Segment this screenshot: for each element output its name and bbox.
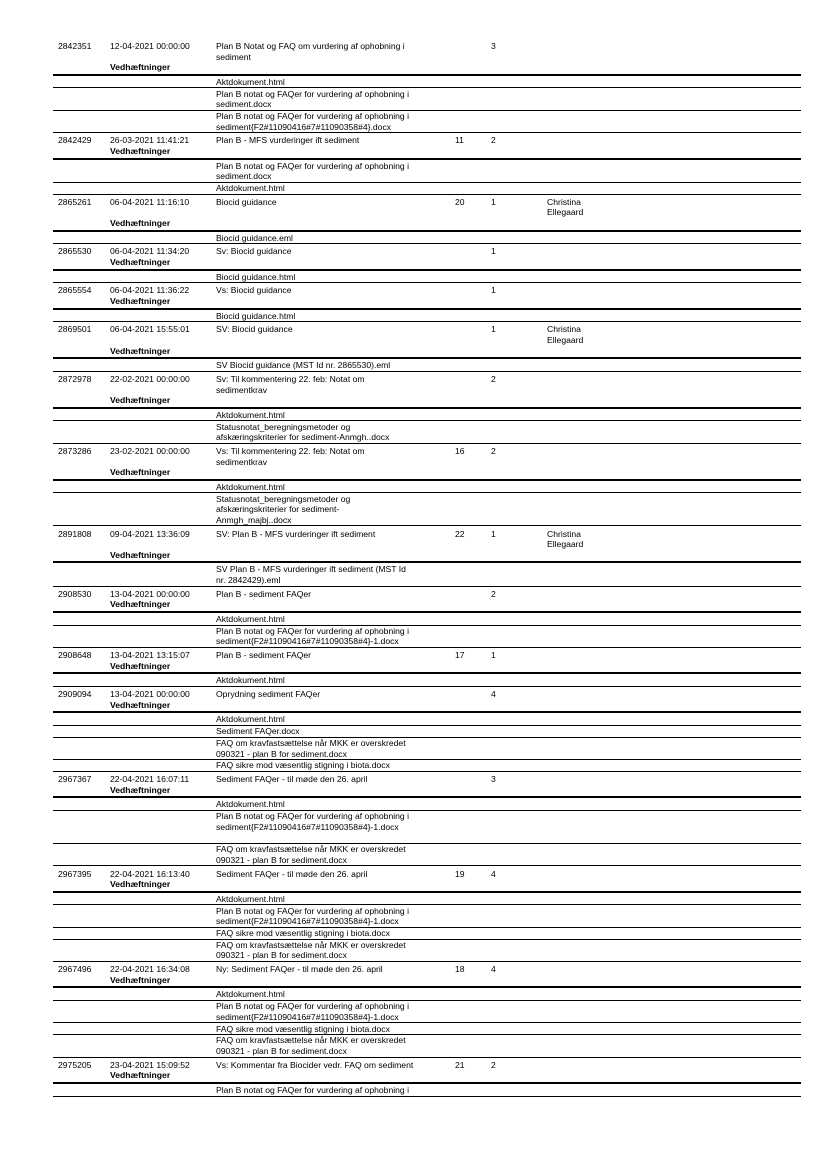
entry-id: 2909094	[58, 689, 92, 700]
row-divider	[53, 810, 801, 811]
row-divider	[53, 625, 801, 626]
attachment-filename: sediment{F2#11090416#7#11090358#4}-1.docx	[216, 821, 399, 832]
row-divider	[53, 961, 801, 962]
row-divider	[53, 87, 801, 88]
entry-pages: 11	[455, 135, 464, 146]
entry-id: 2908648	[58, 650, 92, 661]
entry-attachment-count: 3	[491, 41, 496, 51]
row-divider	[53, 586, 801, 587]
entry-title: Plan B - sediment FAQer	[216, 650, 312, 661]
row-divider	[53, 759, 801, 760]
entry-date: 06-04-2021 11:34:20	[110, 246, 190, 257]
attachment-filename: SV Plan B - MFS vurderinger ift sediment (MST Id	[216, 564, 406, 575]
entry-id: 2975205	[58, 1059, 92, 1070]
attachments-header: Vedhæftninger	[110, 879, 171, 890]
attachments-header: Vedhæftninger	[110, 257, 171, 267]
entry-id: 2967395	[58, 868, 92, 879]
entry-person: Christina	[547, 324, 581, 335]
entry-pages: 16	[455, 446, 465, 456]
attachment-filename: FAQ sikre mod væsentlig stigning i biota.docx	[216, 928, 390, 938]
attachment-filename: FAQ sikre mod væsentlig stigning i biota.docx	[216, 1023, 390, 1034]
attachment-filename: Aktdokument.html	[216, 614, 285, 624]
attachment-filename: Aktdokument.html	[216, 799, 285, 810]
attachment-filename: Plan B notat og FAQer for vurdering af ophobning i	[216, 160, 410, 171]
entry-date: 13-04-2021 00:00:00	[110, 689, 190, 700]
entry-divider	[53, 672, 801, 674]
entry-divider	[53, 986, 801, 988]
entry-title: Sv: Til kommentering 22. feb: Notat om	[216, 374, 365, 384]
attachments-header: Vedhæftninger	[110, 345, 171, 356]
entry-attachment-count: 2	[491, 135, 496, 146]
entry-attachment-count: 2	[491, 588, 496, 599]
entry-id: 2872978	[58, 374, 92, 384]
entry-person: Ellegaard	[547, 207, 584, 218]
attachment-filename: afskæringskriterier for sediment-	[216, 504, 340, 515]
entry-title: Biocid guidance	[216, 196, 277, 207]
row-divider	[53, 132, 801, 133]
entry-attachment-count: 2	[491, 374, 496, 384]
attachments-header: Vedhæftninger	[110, 62, 171, 73]
attachment-filename: Plan B notat og FAQer for vurdering af ophobning i	[216, 1001, 410, 1012]
attachment-filename: Statusnotat_beregningsmetoder og	[216, 421, 351, 432]
entry-title: sediment	[216, 51, 251, 62]
entry-id: 2842351	[58, 41, 92, 51]
entry-date: 22-04-2021 16:34:08	[110, 964, 190, 975]
row-divider	[53, 182, 801, 183]
entry-title: Plan B - MFS vurderinger ift sediment	[216, 135, 360, 146]
entry-id: 2842429	[58, 135, 92, 146]
attachment-filename: 090321 - plan B for sediment.docx	[216, 748, 347, 759]
row-divider	[53, 865, 801, 866]
entry-title: Plan B Notat og FAQ om vurdering af ophobning i	[216, 41, 405, 51]
row-divider	[53, 1034, 801, 1035]
entry-id: 2967367	[58, 774, 92, 785]
entry-pages: 21	[455, 1059, 465, 1070]
entry-date: 13-04-2021 13:15:07	[110, 650, 190, 661]
entry-pages: 22	[455, 528, 465, 539]
attachment-filename: FAQ om kravfastsættelse når MKK er overskredet	[216, 1035, 406, 1046]
attachment-filename: Aktdokument.html	[216, 481, 285, 492]
row-divider	[53, 1022, 801, 1023]
attachment-filename: sediment.docx	[216, 171, 272, 182]
attachment-filename: sediment{F2#11090416#7#11090358#4}-1.docx	[216, 916, 399, 927]
attachment-filename: nr. 2842429).eml	[216, 575, 281, 585]
attachments-header: Vedhæftninger	[110, 146, 171, 156]
attachment-filename: Aktdokument.html	[216, 675, 285, 686]
entry-person: Christina	[547, 528, 581, 539]
entry-title: Sediment FAQer - til møde den 26. april	[216, 774, 368, 785]
entry-attachment-count: 1	[491, 324, 496, 335]
attachments-header: Vedhæftninger	[110, 467, 171, 478]
row-divider	[53, 939, 801, 940]
entry-attachment-count: 1	[491, 650, 496, 661]
entry-divider	[53, 308, 801, 310]
row-divider	[53, 443, 801, 444]
attachment-filename: Plan B notat og FAQer for vurdering af ophobning i	[216, 811, 410, 822]
entry-id: 2967496	[58, 964, 92, 975]
attachment-filename: Aktdokument.html	[216, 76, 285, 87]
entry-date: 06-04-2021 15:55:01	[110, 324, 190, 335]
attachment-filename: Plan B notat og FAQer for vurdering af ophobning i	[216, 88, 410, 99]
row-divider	[53, 492, 801, 493]
attachment-filename: 090321 - plan B for sediment.docx	[216, 950, 347, 961]
entry-title: Sv: Biocid guidance	[216, 246, 292, 257]
entry-title: Oprydning sediment FAQer	[216, 689, 321, 700]
entry-attachment-count: 2	[491, 1059, 496, 1070]
attachments-header: Vedhæftninger	[110, 1070, 171, 1081]
attachment-filename: 090321 - plan B for sediment.docx	[216, 1046, 347, 1056]
row-divider	[53, 420, 801, 421]
attachment-filename: SV Biocid guidance (MST Id nr. 2865530).eml	[216, 360, 391, 371]
entry-date: 09-04-2021 13:36:09	[110, 528, 190, 539]
attachment-filename: sediment{F2#11090416#7#11090358#4}-1.docx	[216, 636, 399, 647]
entry-attachment-count: 4	[491, 964, 496, 975]
entry-date: 06-04-2021 11:16:10	[110, 196, 190, 207]
entry-pages: 18	[455, 964, 465, 975]
entry-divider	[53, 711, 801, 713]
entry-divider	[53, 796, 801, 798]
attachments-header: Vedhæftninger	[110, 218, 171, 228]
entry-title: Vs: Til kommentering 22. feb: Notat om	[216, 446, 365, 456]
entry-attachment-count: 1	[491, 528, 496, 539]
row-divider	[53, 321, 801, 322]
attachment-filename: Anmgh_majbj..docx	[216, 514, 292, 525]
attachment-filename: Aktdokument.html	[216, 989, 285, 1000]
attachment-filename: Biocid guidance.eml	[216, 232, 293, 243]
entry-title: Sediment FAQer - til møde den 26. april	[216, 868, 368, 879]
entry-divider	[53, 561, 801, 563]
attachment-filename: Plan B notat og FAQer for vurdering af ophobning i	[216, 111, 410, 121]
entry-date: 06-04-2021 11:36:22	[110, 285, 190, 296]
row-divider	[53, 110, 801, 111]
entry-attachment-count: 2	[491, 446, 496, 456]
entry-divider	[53, 611, 801, 613]
entry-title: sedimentkrav	[216, 384, 268, 395]
row-divider	[53, 525, 801, 526]
entry-title: SV: Plan B - MFS vurderinger ift sediment	[216, 528, 376, 539]
row-divider	[53, 647, 801, 648]
attachment-filename: FAQ om kravfastsættelse når MKK er overskredet	[216, 939, 406, 950]
attachments-header: Vedhæftninger	[110, 599, 171, 610]
row-divider	[53, 737, 801, 738]
attachment-filename: Aktdokument.html	[216, 409, 285, 420]
entry-person: Ellegaard	[547, 539, 584, 550]
attachments-header: Vedhæftninger	[110, 660, 171, 671]
entry-divider	[53, 74, 801, 76]
entry-attachment-count: 4	[491, 868, 496, 879]
attachment-filename: sediment{F2#11090416#7#11090358#4}-1.docx	[216, 1011, 399, 1022]
attachment-filename: Aktdokument.html	[216, 183, 285, 193]
entry-person: Christina	[547, 196, 581, 207]
row-divider	[53, 282, 801, 283]
entry-title: SV: Biocid guidance	[216, 324, 293, 335]
entry-divider	[53, 230, 801, 232]
entry-title: sedimentkrav	[216, 456, 268, 467]
attachment-filename: Aktdokument.html	[216, 893, 285, 904]
entry-person: Ellegaard	[547, 335, 584, 345]
entry-divider	[53, 479, 801, 481]
entry-title: Plan B - sediment FAQer	[216, 588, 312, 599]
entry-divider	[53, 269, 801, 271]
entry-date: 22-04-2021 16:07:11	[110, 774, 190, 785]
attachments-header: Vedhæftninger	[110, 974, 171, 985]
attachment-filename: FAQ sikre mod væsentlig stigning i biota.docx	[216, 760, 390, 771]
attachment-filename: afskæringskriterier for sediment-Anmgh..docx	[216, 432, 390, 443]
entry-id: 2865530	[58, 246, 92, 257]
attachment-filename: sediment.docx	[216, 99, 272, 110]
entry-attachment-count: 3	[491, 774, 496, 785]
entry-date: 22-04-2021 16:13:40	[110, 868, 190, 879]
entry-date: 23-04-2021 15:09:52	[110, 1059, 190, 1070]
attachments-header: Vedhæftninger	[110, 699, 171, 710]
row-divider	[53, 371, 801, 372]
entry-id: 2908530	[58, 588, 92, 599]
row-divider	[53, 243, 801, 244]
entry-id: 2891808	[58, 528, 92, 539]
attachment-filename: FAQ om kravfastsættelse når MKK er overskredet	[216, 738, 406, 748]
entry-title: Ny: Sediment FAQer - til møde den 26. april	[216, 964, 383, 975]
attachment-filename: sediment{F2#11090416#7#11090358#4}.docx	[216, 121, 392, 132]
entry-pages: 17	[455, 650, 465, 661]
entry-attachment-count: 4	[491, 689, 496, 700]
row-divider	[53, 927, 801, 928]
entry-date: 13-04-2021 00:00:00	[110, 588, 190, 599]
row-divider	[53, 1000, 801, 1001]
entry-attachment-count: 1	[491, 196, 496, 207]
row-divider	[53, 686, 801, 687]
entry-id: 2873286	[58, 446, 92, 456]
attachment-filename: Plan B notat og FAQer for vurdering af ophobning i	[216, 625, 410, 636]
entry-date: 12-04-2021 00:00:00	[110, 41, 190, 51]
attachment-filename: Sediment FAQer.docx	[216, 726, 300, 737]
entry-date: 22-02-2021 00:00:00	[110, 374, 190, 384]
attachments-header: Vedhæftninger	[110, 784, 171, 795]
attachment-filename: FAQ om kravfastsættelse når MKK er overskredet	[216, 844, 406, 855]
attachment-filename: Statusnotat_beregningsmetoder og	[216, 493, 351, 504]
attachment-filename: Plan B notat og FAQer for vurdering af ophobning i	[216, 905, 410, 916]
entry-id: 2869501	[58, 324, 92, 335]
row-divider	[53, 1057, 801, 1058]
attachments-header: Vedhæftninger	[110, 549, 171, 560]
entry-title: Vs: Biocid guidance	[216, 285, 292, 296]
entry-id: 2865261	[58, 196, 92, 207]
entry-divider	[53, 407, 801, 409]
entry-date: 26-03-2021 11:41:21	[110, 135, 190, 146]
entry-divider	[53, 158, 801, 160]
entry-attachment-count: 1	[491, 285, 496, 296]
entry-divider	[53, 1082, 801, 1084]
row-divider	[53, 194, 801, 195]
entry-date: 23-02-2021 00:00:00	[110, 446, 190, 456]
entry-pages: 20	[455, 196, 465, 207]
entry-title: Vs: Kommentar fra Biocider vedr. FAQ om sediment	[216, 1059, 414, 1070]
attachment-filename: Biocid guidance.html	[216, 310, 296, 321]
attachments-header: Vedhæftninger	[110, 296, 171, 306]
row-divider	[53, 1096, 801, 1097]
entry-attachment-count: 1	[491, 246, 496, 257]
row-divider	[53, 904, 801, 905]
entry-id: 2865554	[58, 285, 92, 296]
entry-divider	[53, 891, 801, 893]
row-divider	[53, 843, 801, 844]
entry-divider	[53, 357, 801, 359]
attachment-filename: 090321 - plan B for sediment.docx	[216, 854, 347, 865]
attachments-header: Vedhæftninger	[110, 395, 171, 406]
attachment-filename: Biocid guidance.html	[216, 271, 296, 282]
attachment-filename: Plan B notat og FAQer for vurdering af ophobning i	[216, 1085, 410, 1095]
row-divider	[53, 771, 801, 772]
row-divider	[53, 725, 801, 726]
attachment-filename: Aktdokument.html	[216, 714, 285, 725]
entry-pages: 19	[455, 868, 465, 879]
